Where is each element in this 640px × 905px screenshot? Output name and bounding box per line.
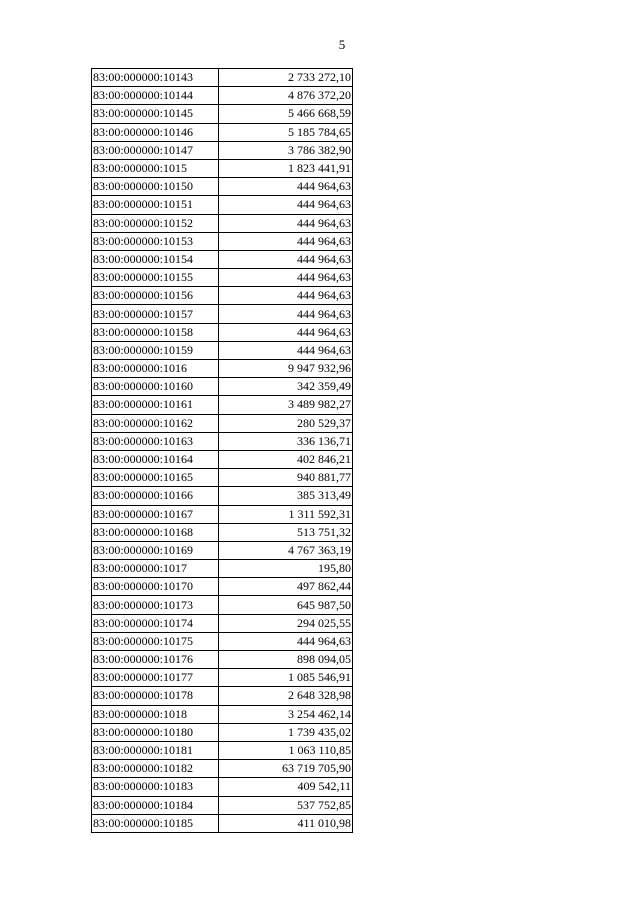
table-row bbox=[92, 487, 353, 505]
cadastral-number-cell: 83:00:000000:10154 bbox=[92, 250, 219, 268]
cadastral-value-cell: 9 947 932,96 bbox=[219, 360, 353, 378]
table-row bbox=[92, 505, 353, 523]
table-row bbox=[92, 360, 353, 378]
cadastral-value-cell: 4 876 372,20 bbox=[219, 87, 353, 105]
cadastral-number-cell: 83:00:000000:10184 bbox=[92, 796, 219, 814]
cadastral-number-cell: 83:00:000000:10174 bbox=[92, 614, 219, 632]
table-row bbox=[92, 560, 353, 578]
table-row bbox=[92, 323, 353, 341]
table-row bbox=[92, 705, 353, 723]
cadastral-number-cell: 83:00:000000:10164 bbox=[92, 450, 219, 468]
table-row bbox=[92, 87, 353, 105]
table-row bbox=[92, 778, 353, 796]
cadastral-number-cell: 83:00:000000:10168 bbox=[92, 523, 219, 541]
cadastral-value-cell: 444 964,63 bbox=[219, 305, 353, 323]
cadastral-number-cell: 83:00:000000:10146 bbox=[92, 123, 219, 141]
table-row bbox=[92, 796, 353, 814]
table-row bbox=[92, 214, 353, 232]
cadastral-number-cell: 83:00:000000:10182 bbox=[92, 760, 219, 778]
table-row bbox=[92, 450, 353, 468]
cadastral-value-cell: 5 185 784,65 bbox=[219, 123, 353, 141]
cadastral-value-cell: 497 862,44 bbox=[219, 578, 353, 596]
cadastral-number-cell: 83:00:000000:10160 bbox=[92, 378, 219, 396]
cadastral-value-cell: 63 719 705,90 bbox=[219, 760, 353, 778]
table-row bbox=[92, 414, 353, 432]
cadastral-number-cell: 83:00:000000:10163 bbox=[92, 432, 219, 450]
table-row bbox=[92, 141, 353, 159]
cadastral-value-cell: 444 964,63 bbox=[219, 232, 353, 250]
cadastral-value-cell: 444 964,63 bbox=[219, 214, 353, 232]
cadastral-number-cell: 83:00:000000:10145 bbox=[92, 105, 219, 123]
table-row bbox=[92, 669, 353, 687]
cadastral-value-cell: 402 846,21 bbox=[219, 450, 353, 468]
cadastral-number-cell: 83:00:000000:10152 bbox=[92, 214, 219, 232]
cadastral-number-cell: 83:00:000000:10167 bbox=[92, 505, 219, 523]
cadastral-value-cell: 4 767 363,19 bbox=[219, 541, 353, 559]
cadastral-number-cell: 83:00:000000:10144 bbox=[92, 87, 219, 105]
cadastral-value-cell: 444 964,63 bbox=[219, 287, 353, 305]
cadastral-value-cell: 444 964,63 bbox=[219, 250, 353, 268]
table-row bbox=[92, 178, 353, 196]
cadastral-number-cell: 83:00:000000:10185 bbox=[92, 814, 219, 832]
cadastral-number-cell: 83:00:000000:10151 bbox=[92, 196, 219, 214]
cadastral-number-cell: 83:00:000000:10175 bbox=[92, 632, 219, 650]
table-row bbox=[92, 614, 353, 632]
table-row bbox=[92, 760, 353, 778]
table-row bbox=[92, 432, 353, 450]
table-row bbox=[92, 196, 353, 214]
table-row bbox=[92, 651, 353, 669]
cadastral-number-cell: 83:00:000000:10158 bbox=[92, 323, 219, 341]
cadastral-value-cell: 280 529,37 bbox=[219, 414, 353, 432]
cadastral-value-cell: 385 313,49 bbox=[219, 487, 353, 505]
cadastral-value-cell: 645 987,50 bbox=[219, 596, 353, 614]
table-row bbox=[92, 105, 353, 123]
cadastral-number-cell: 83:00:000000:10159 bbox=[92, 341, 219, 359]
cadastral-number-cell: 83:00:000000:1018 bbox=[92, 705, 219, 723]
table-row bbox=[92, 159, 353, 177]
cadastral-value-cell: 411 010,98 bbox=[219, 814, 353, 832]
cadastral-value-cell: 195,80 bbox=[219, 560, 353, 578]
cadastral-value-table bbox=[91, 68, 353, 833]
cadastral-number-cell: 83:00:000000:10173 bbox=[92, 596, 219, 614]
cadastral-value-cell: 444 964,63 bbox=[219, 178, 353, 196]
page-number: 5 bbox=[338, 37, 346, 52]
cadastral-number-cell: 83:00:000000:10150 bbox=[92, 178, 219, 196]
cadastral-number-cell: 83:00:000000:10156 bbox=[92, 287, 219, 305]
cadastral-number-cell: 83:00:000000:10153 bbox=[92, 232, 219, 250]
cadastral-number-cell: 83:00:000000:10176 bbox=[92, 651, 219, 669]
cadastral-value-cell: 1 085 546,91 bbox=[219, 669, 353, 687]
table-row bbox=[92, 632, 353, 650]
cadastral-number-cell: 83:00:000000:10181 bbox=[92, 741, 219, 759]
cadastral-number-cell: 83:00:000000:10143 bbox=[92, 69, 219, 87]
cadastral-value-cell: 1 739 435,02 bbox=[219, 723, 353, 741]
cadastral-number-cell: 83:00:000000:10170 bbox=[92, 578, 219, 596]
cadastral-value-cell: 444 964,63 bbox=[219, 269, 353, 287]
cadastral-value-cell: 444 964,63 bbox=[219, 341, 353, 359]
cadastral-number-cell: 83:00:000000:10180 bbox=[92, 723, 219, 741]
table-row bbox=[92, 378, 353, 396]
cadastral-value-cell: 513 751,32 bbox=[219, 523, 353, 541]
table-row bbox=[92, 396, 353, 414]
cadastral-number-cell: 83:00:000000:10178 bbox=[92, 687, 219, 705]
table-row bbox=[92, 687, 353, 705]
table-row bbox=[92, 741, 353, 759]
table-row bbox=[92, 578, 353, 596]
table-row bbox=[92, 541, 353, 559]
cadastral-value-cell: 3 254 462,14 bbox=[219, 705, 353, 723]
cadastral-number-cell: 83:00:000000:10147 bbox=[92, 141, 219, 159]
cadastral-value-cell: 5 466 668,59 bbox=[219, 105, 353, 123]
cadastral-number-cell: 83:00:000000:10169 bbox=[92, 541, 219, 559]
cadastral-value-cell: 444 964,63 bbox=[219, 196, 353, 214]
cadastral-value-cell: 537 752,85 bbox=[219, 796, 353, 814]
table-row bbox=[92, 232, 353, 250]
cadastral-value-cell: 444 964,63 bbox=[219, 323, 353, 341]
table-row bbox=[92, 523, 353, 541]
table-row bbox=[92, 305, 353, 323]
cadastral-number-cell: 83:00:000000:10162 bbox=[92, 414, 219, 432]
table-body bbox=[92, 69, 353, 833]
table-row bbox=[92, 69, 353, 87]
cadastral-value-cell: 2 648 328,98 bbox=[219, 687, 353, 705]
cadastral-number-cell: 83:00:000000:10177 bbox=[92, 669, 219, 687]
table-row bbox=[92, 250, 353, 268]
cadastral-value-cell: 3 489 982,27 bbox=[219, 396, 353, 414]
table-row bbox=[92, 269, 353, 287]
cadastral-value-cell: 342 359,49 bbox=[219, 378, 353, 396]
cadastral-number-cell: 83:00:000000:10183 bbox=[92, 778, 219, 796]
cadastral-number-cell: 83:00:000000:10161 bbox=[92, 396, 219, 414]
cadastral-value-cell: 940 881,77 bbox=[219, 469, 353, 487]
cadastral-value-cell: 898 094,05 bbox=[219, 651, 353, 669]
cadastral-number-cell: 83:00:000000:10155 bbox=[92, 269, 219, 287]
cadastral-value-cell: 1 063 110,85 bbox=[219, 741, 353, 759]
table-row bbox=[92, 723, 353, 741]
cadastral-value-cell: 444 964,63 bbox=[219, 632, 353, 650]
cadastral-number-cell: 83:00:000000:1015 bbox=[92, 159, 219, 177]
table-row bbox=[92, 596, 353, 614]
cadastral-value-cell: 336 136,71 bbox=[219, 432, 353, 450]
cadastral-value-cell: 1 823 441,91 bbox=[219, 159, 353, 177]
table-row bbox=[92, 469, 353, 487]
cadastral-value-cell: 1 311 592,31 bbox=[219, 505, 353, 523]
cadastral-number-cell: 83:00:000000:10166 bbox=[92, 487, 219, 505]
table-row bbox=[92, 814, 353, 832]
cadastral-number-cell: 83:00:000000:1016 bbox=[92, 360, 219, 378]
cadastral-number-cell: 83:00:000000:1017 bbox=[92, 560, 219, 578]
table-row bbox=[92, 287, 353, 305]
cadastral-value-cell: 409 542,11 bbox=[219, 778, 353, 796]
cadastral-value-cell: 294 025,55 bbox=[219, 614, 353, 632]
cadastral-number-cell: 83:00:000000:10157 bbox=[92, 305, 219, 323]
cadastral-value-cell: 2 733 272,10 bbox=[219, 69, 353, 87]
cadastral-value-cell: 3 786 382,90 bbox=[219, 141, 353, 159]
table-row bbox=[92, 123, 353, 141]
table-row bbox=[92, 341, 353, 359]
cadastral-number-cell: 83:00:000000:10165 bbox=[92, 469, 219, 487]
